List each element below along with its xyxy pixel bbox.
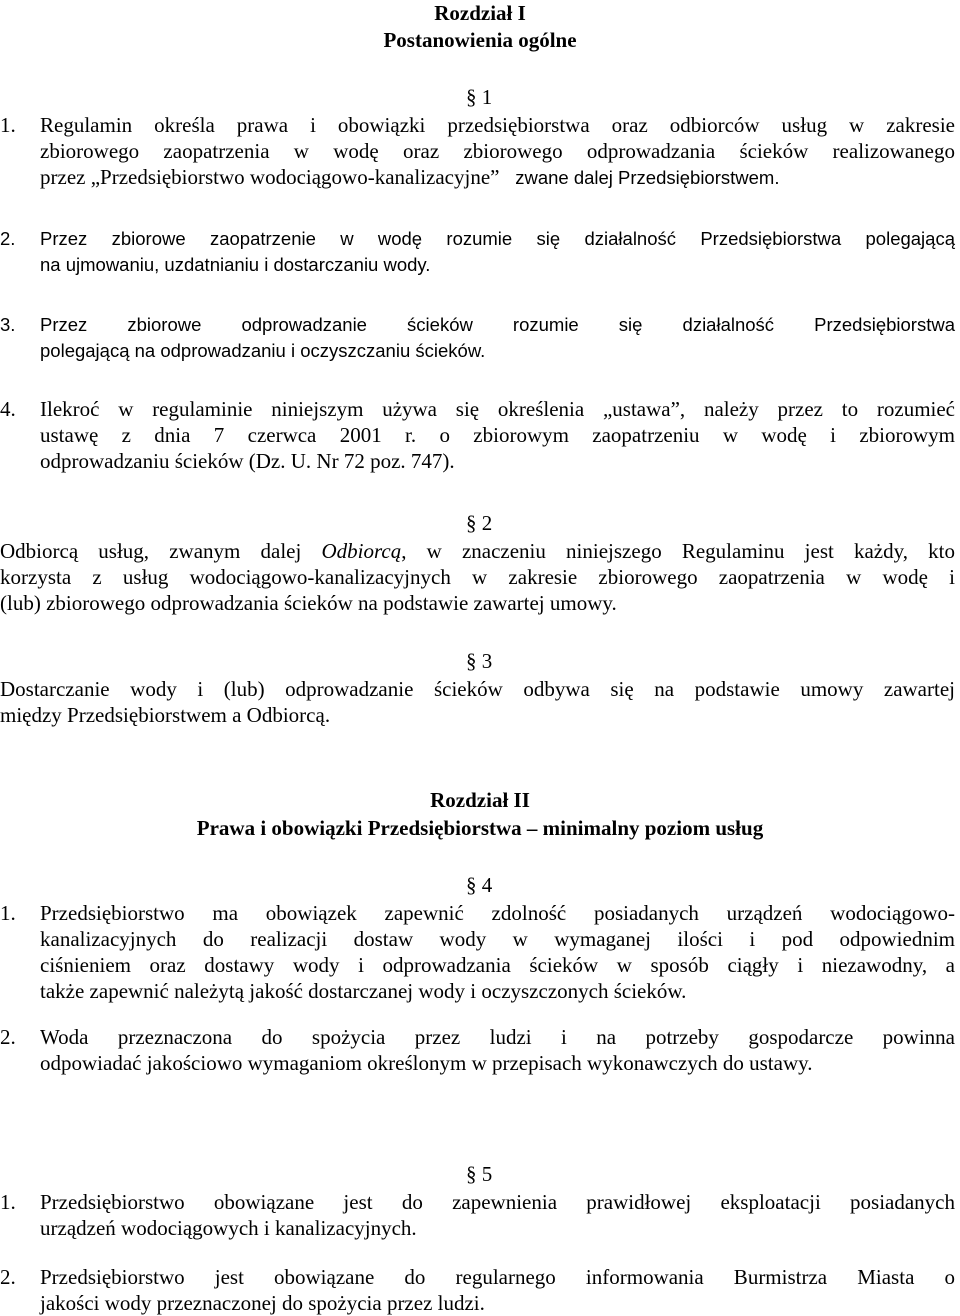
text-line: na ujmowaniu, uzdatnianiu i dostarczaniu wody. [40, 254, 431, 275]
text-fragment: , w znaczeniu niniejszego Regulaminu jest każdy, kto [401, 539, 956, 563]
section-2-mark: § 2 [466, 511, 493, 535]
s5-item-2-text [40, 1264, 955, 1316]
text-line: Przedsiębiorstwo obowiązane jest do zapewnienia prawidłowej eksploatacji posiadanych [40, 1190, 955, 1214]
s1-item-3-number: 3. [0, 314, 16, 335]
section-5-mark: § 5 [466, 1162, 493, 1186]
s1-item-4-number: 4. [0, 397, 16, 421]
section-4-mark: § 4 [466, 873, 493, 897]
text-line: polegającą na odprowadzaniu i oczyszczaniu ścieków. [40, 340, 486, 361]
section-3-mark: § 3 [466, 649, 493, 673]
s4-item-2-text [40, 1024, 955, 1076]
text-line: Dostarczanie wody i (lub) odprowadzanie ścieków odbywa się na podstawie umowy zawartej [0, 677, 955, 701]
text-line: Przez zbiorowe odprowadzanie ścieków rozumie się działalność Przedsiębiorstwa [40, 314, 955, 335]
s5-item-2-number: 2. [0, 1265, 16, 1289]
s1-item-2-number: 2. [0, 228, 16, 249]
s1-item-1-text [40, 112, 955, 191]
text-line [0, 538, 955, 564]
section-2-text [0, 538, 955, 616]
s4-item-2-number: 2. [0, 1025, 16, 1049]
text-line [40, 164, 955, 191]
text-line: jakości wody przeznaczonej do spożycia przez ludzi. [40, 1291, 485, 1315]
text-line: korzysta z usług wodociągowo-kanalizacyjnych w zakresie zbiorowego zaopatrzenia w wodę i [0, 565, 955, 589]
s1-item-2-text [40, 226, 955, 278]
text-line: między Przedsiębiorstwem a Odbiorcą. [0, 703, 331, 727]
s1-item-4-text [40, 396, 955, 474]
s4-item-1-number: 1. [0, 901, 16, 925]
chapter-2-subheading: Prawa i obowiązki Przedsiębiorstwa – minimalny poziom usług [196, 816, 764, 840]
text-fragment: Odbiorcą usług, zwanym dalej [0, 539, 322, 563]
text-line: odprowadzaniu ścieków (Dz. U. Nr 72 poz. 747). [40, 449, 455, 473]
defined-term: Odbiorcą [321, 539, 402, 563]
s5-item-1-number: 1. [0, 1190, 16, 1214]
text-line: Ilekroć w regulaminie niniejszym używa się określenia „ustawa”, należy przez to rozumieć [40, 397, 955, 421]
s5-item-1-text [40, 1189, 955, 1241]
s1-item-1-number: 1. [0, 113, 16, 137]
section-3-text [0, 676, 955, 728]
s1-item-3-text [40, 312, 955, 364]
chapter-1-heading: Rozdział I [434, 1, 526, 25]
text-line: Przedsiębiorstwo jest obowiązane do regularnego informowania Burmistrza Miasta o [40, 1265, 955, 1289]
text-line: Przedsiębiorstwo ma obowiązek zapewnić zdolność posiadanych urządzeń wodociągowo- [40, 901, 955, 925]
text-line: Przez zbiorowe zaopatrzenie w wodę rozumie się działalność Przedsiębiorstwa polegającą [40, 228, 955, 249]
text-fragment: zwane dalej Przedsiębiorstwem. [515, 167, 780, 188]
text-line: także zapewnić należytą jakość dostarczanej wody i oczyszczonych ścieków. [40, 979, 687, 1003]
text-line: kanalizacyjnych do realizacji dostaw wody w wymaganej ilości i pod odpowiednim [40, 927, 955, 951]
text-line: urządzeń wodociągowych i kanalizacyjnych. [40, 1216, 417, 1240]
text-line: ustawę z dnia 7 czerwca 2001 r. o zbiorowym zaopatrzeniu w wodę i zbiorowym [40, 423, 955, 447]
chapter-2-heading: Rozdział II [430, 788, 530, 812]
text-line: Woda przeznaczona do spożycia przez ludzi i na potrzeby gospodarcze powinna [40, 1025, 955, 1049]
text-line: odpowiadać jakościowo wymaganiom określonym w przepisach wykonawczych do ustawy. [40, 1051, 813, 1075]
text-line: ciśnieniem oraz dostawy wody i odprowadzania ścieków w sposób ciągły i niezawodny, a [40, 953, 955, 977]
s4-item-1-text [40, 900, 955, 1004]
text-line: (lub) zbiorowego odprowadzania ścieków na podstawie zawartej umowy. [0, 591, 617, 615]
section-1-mark: § 1 [466, 85, 493, 109]
text-fragment: przez „Przedsiębiorstwo wodociągowo-kanalizacyjne” [40, 165, 500, 189]
text-line: zbiorowego zaopatrzenia w wodę oraz zbiorowego odprowadzania ścieków realizowanego [40, 139, 955, 163]
chapter-1-subheading: Postanowienia ogólne [383, 28, 577, 52]
text-line: Regulamin określa prawa i obowiązki przedsiębiorstwa oraz odbiorców usług w zakresie [40, 113, 955, 137]
